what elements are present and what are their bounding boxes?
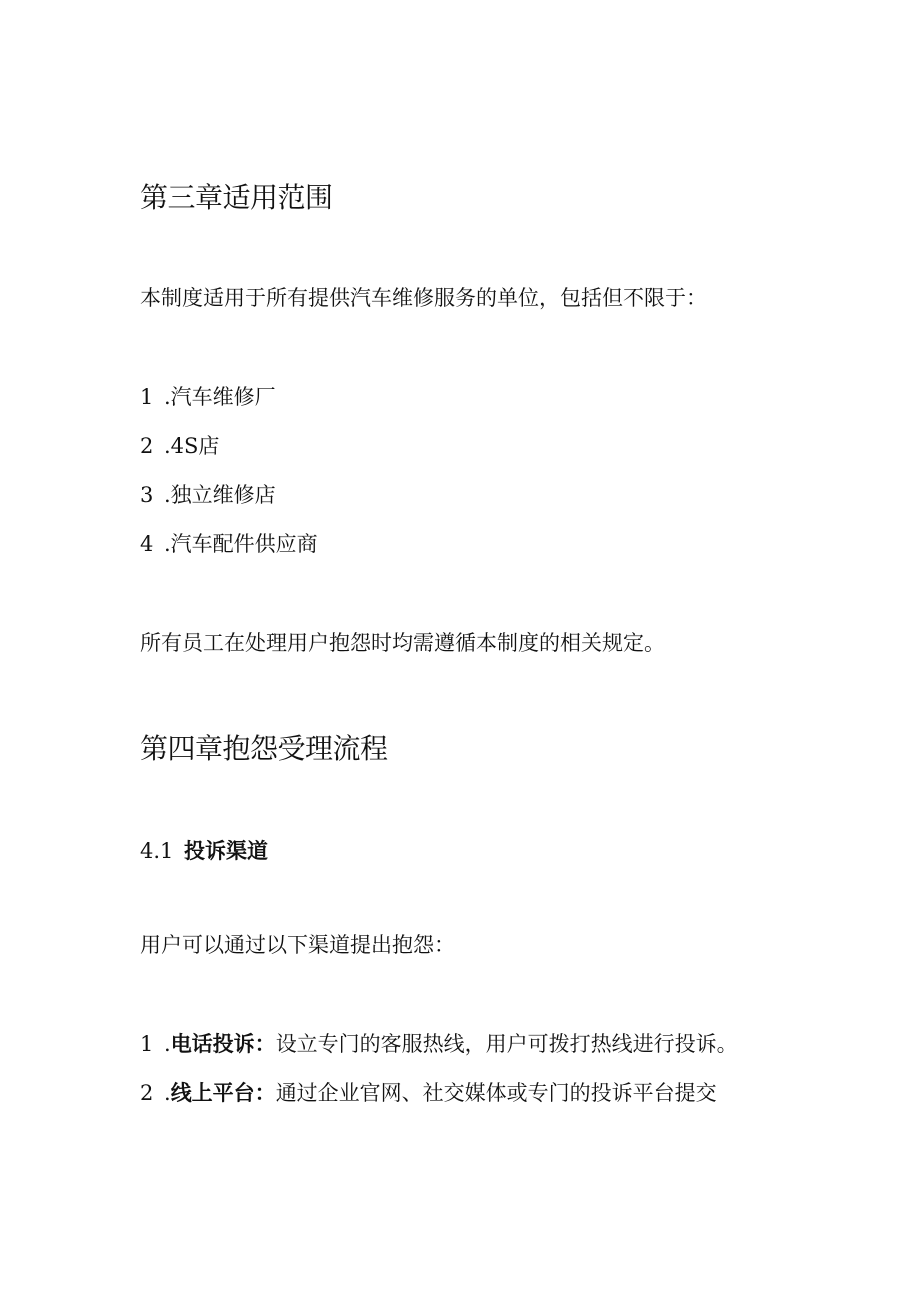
list-item-number: 3 — [140, 483, 154, 507]
list-item-label: 电话投诉： — [170, 1032, 276, 1056]
list-item-number: 1 — [140, 1032, 154, 1056]
chapter-3-closing: 所有员工在处理用户抱怨时均需遵循本制度的相关规定。 — [140, 631, 665, 655]
list-item-text: .汽车配件供应商 — [164, 532, 318, 556]
section-heading — [140, 836, 268, 866]
list-item-label: 线上平台： — [170, 1081, 276, 1105]
list-item-text: .独立维修店 — [164, 483, 276, 507]
list-item — [140, 480, 276, 510]
list-item-text: 通过企业官网、社交媒体或专门的投诉平台提交 — [275, 1081, 717, 1105]
section-number: 4.1 — [140, 839, 174, 863]
chapter-4-intro: 用户可以通过以下渠道提出抱怨： — [140, 933, 455, 957]
list-item-prefix: . — [164, 1081, 171, 1105]
chapter-3-title: 第三章适用范围 — [140, 181, 333, 214]
list-item-number: 4 — [140, 532, 154, 556]
chapter-3-intro: 本制度适用于所有提供汽车维修服务的单位，包括但不限于： — [140, 286, 707, 310]
list-item — [140, 529, 318, 559]
list-item-number: 1 — [140, 385, 154, 409]
section-title: 投诉渠道 — [184, 839, 268, 863]
list-item — [140, 382, 276, 412]
list-item-number: 2 — [140, 434, 154, 458]
list-item — [140, 1029, 738, 1059]
list-item-text: .汽车维修厂 — [164, 385, 276, 409]
list-item — [140, 1078, 717, 1108]
chapter-4-title: 第四章抱怨受理流程 — [140, 732, 388, 765]
list-item — [140, 431, 219, 461]
list-item-text: 设立专门的客服热线，用户可拨打热线进行投诉。 — [275, 1032, 738, 1056]
list-item-number: 2 — [140, 1081, 154, 1105]
list-item-prefix: . — [164, 1032, 171, 1056]
list-item-text: .4S店 — [164, 434, 220, 458]
